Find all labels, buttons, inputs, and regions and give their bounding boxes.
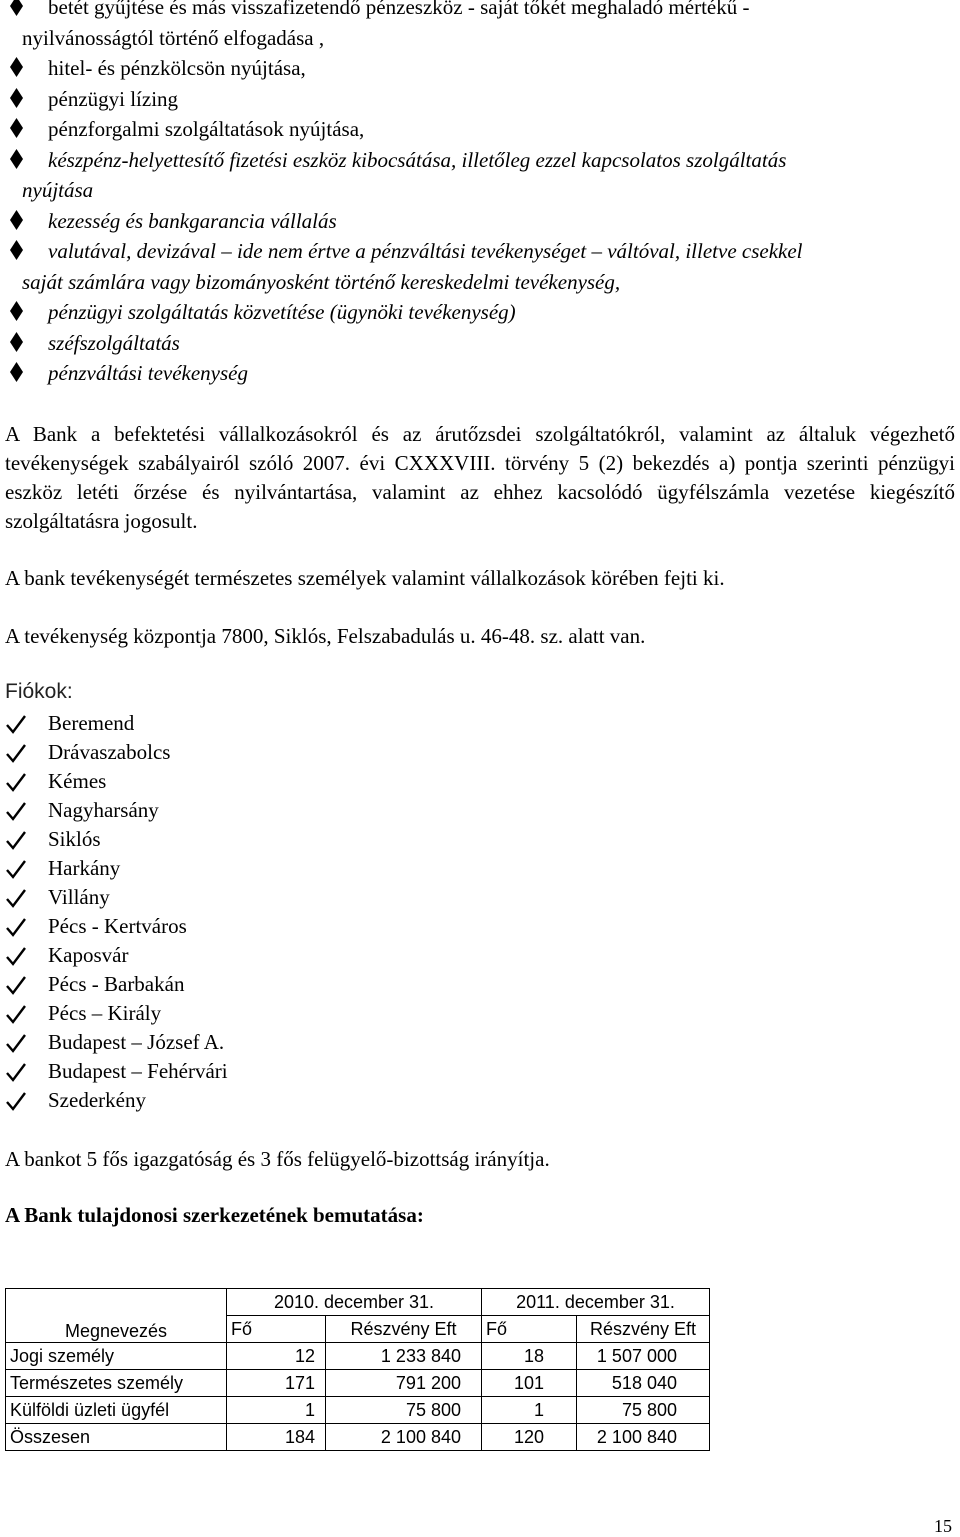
checkmark-icon <box>5 772 27 792</box>
table-cell <box>6 1289 227 1316</box>
diamond-bullet-icon <box>10 240 23 260</box>
column-header: Részvény Eft <box>326 1316 482 1343</box>
checkmark-icon <box>5 975 27 995</box>
checkmark-icon <box>5 946 27 966</box>
checkmark-icon <box>5 859 27 879</box>
checkmark-icon <box>5 714 27 734</box>
table-cell: 12 <box>227 1343 326 1370</box>
column-header: Fő <box>482 1316 577 1343</box>
checkmark-icon <box>5 1004 27 1024</box>
table-header-row <box>6 1316 710 1343</box>
list-item: Budapest – Fehérvári <box>5 1057 228 1086</box>
diamond-bullet-icon <box>10 0 23 16</box>
diamond-bullet-icon <box>10 57 23 77</box>
row-name: Jogi személy <box>6 1343 227 1370</box>
clients-paragraph: A bank tevékenységét természetes személyek valamint vállalkozások körében fejti ki. <box>5 566 725 590</box>
row-name: Természetes személy <box>6 1370 227 1397</box>
checkmark-icon <box>5 830 27 850</box>
list-item: Drávaszabolcs <box>5 738 228 767</box>
hq-paragraph: A tevékenység központja 7800, Siklós, Felszabadulás u. 46-48. sz. alatt van. <box>5 624 646 648</box>
table-cell: 120 <box>482 1424 577 1451</box>
name-header: Megnevezés <box>6 1316 227 1343</box>
table-row <box>6 1424 710 1451</box>
table-cell: 518 040 <box>577 1370 710 1397</box>
list-item: Nagyharsány <box>5 796 228 825</box>
diamond-bullet-icon <box>10 301 23 321</box>
diamond-bullet-icon <box>10 362 23 382</box>
list-item: Budapest – József A. <box>5 1028 228 1057</box>
diamond-bullet-icon <box>10 210 23 230</box>
list-item: Pécs – Király <box>5 999 228 1028</box>
row-name: Összesen <box>6 1424 227 1451</box>
custody-paragraph: A Bank a befektetési vállalkozásokról és az árutőzsdei szolgáltatókról, valamint az általuk végezhető tevékenységek szabályairól szóló 2007. évi CXXXVIII. törvény 5 (2) bekezdés a) pontja szerinti pénzügyi eszköz letéti őrzése és nyilvántartása, valamint az ehhez kacsolódó ügyfélszámla vezetése kiegészítő szolgáltatásra jogosult. <box>5 422 955 533</box>
services-list <box>0 0 950 389</box>
column-header: Fő <box>227 1316 326 1343</box>
checkmark-icon <box>5 743 27 763</box>
diamond-bullet-icon <box>10 149 23 169</box>
table-cell: 1 233 840 <box>326 1343 482 1370</box>
list-item: kezesség és bankgarancia vállalás <box>0 206 950 237</box>
table-header-row <box>6 1289 710 1316</box>
table-cell: 791 200 <box>326 1370 482 1397</box>
board-paragraph: A bankot 5 fős igazgatóság és 3 fős felügyelő-bizottság irányítja. <box>5 1147 550 1171</box>
table-cell: 2 100 840 <box>326 1424 482 1451</box>
table-cell: 75 800 <box>326 1397 482 1424</box>
row-name: Külföldi üzleti ügyfél <box>6 1397 227 1424</box>
table-row <box>6 1343 710 1370</box>
list-item: Villány <box>5 883 228 912</box>
column-header: Részvény Eft <box>577 1316 710 1343</box>
table-cell: 75 800 <box>577 1397 710 1424</box>
checkmark-icon <box>5 1062 27 1082</box>
table-cell: 1 <box>227 1397 326 1424</box>
branches-title: Fiókok: <box>5 680 73 703</box>
list-item: Harkány <box>5 854 228 883</box>
table-cell: 171 <box>227 1370 326 1397</box>
ownership-table <box>5 1288 710 1451</box>
checkmark-icon <box>5 801 27 821</box>
table-cell: 2 100 840 <box>577 1424 710 1451</box>
table-row <box>6 1397 710 1424</box>
table-cell: 18 <box>482 1343 577 1370</box>
table-cell: 101 <box>482 1370 577 1397</box>
list-item: pénzügyi szolgáltatás közvetítése (ügynöki tevékenység) <box>0 297 950 328</box>
list-item: Beremend <box>5 709 228 738</box>
table-cell: 184 <box>227 1424 326 1451</box>
list-item: pénzváltási tevékenység <box>0 358 950 389</box>
list-item: Szederkény <box>5 1086 228 1115</box>
list-item: valutával, devizával – ide nem értve a pénzváltási tevékenységet – váltóval, illetve csekkel saját számlára vagy bizományosként történő kereskedelmi tevékenység, <box>0 236 950 297</box>
year-header: 2010. december 31. <box>227 1289 482 1316</box>
table-cell: 1 <box>482 1397 577 1424</box>
checkmark-icon <box>5 917 27 937</box>
list-item: széfszolgáltatás <box>0 328 950 359</box>
list-item: pénzügyi lízing <box>0 84 950 115</box>
list-item: pénzforgalmi szolgáltatások nyújtása, <box>0 114 950 145</box>
checkmark-icon <box>5 1091 27 1111</box>
list-item: hitel- és pénzkölcsön nyújtása, <box>0 53 950 84</box>
diamond-bullet-icon <box>10 88 23 108</box>
page-number: 15 <box>934 1516 952 1536</box>
list-item: készpénz-helyettesítő fizetési eszköz kibocsátása, illetőleg ezzel kapcsolatos szolgáltatás nyújtása <box>0 145 950 206</box>
branches-list <box>5 709 228 1115</box>
list-item: Pécs - Kertváros <box>5 912 228 941</box>
diamond-bullet-icon <box>10 332 23 352</box>
list-item: Siklós <box>5 825 228 854</box>
list-item: betét gyűjtése és más visszafizetendő pénzeszköz - saját tőkét meghaladó mértékű - nyilvánosságtól történő elfogadása , <box>0 0 950 53</box>
table-row <box>6 1370 710 1397</box>
year-header: 2011. december 31. <box>482 1289 710 1316</box>
list-item: Kémes <box>5 767 228 796</box>
table-cell: 1 507 000 <box>577 1343 710 1370</box>
ownership-heading: A Bank tulajdonosi szerkezetének bemutatása: <box>5 1203 424 1227</box>
diamond-bullet-icon <box>10 118 23 138</box>
checkmark-icon <box>5 888 27 908</box>
checkmark-icon <box>5 1033 27 1053</box>
list-item: Pécs - Barbakán <box>5 970 228 999</box>
list-item: Kaposvár <box>5 941 228 970</box>
